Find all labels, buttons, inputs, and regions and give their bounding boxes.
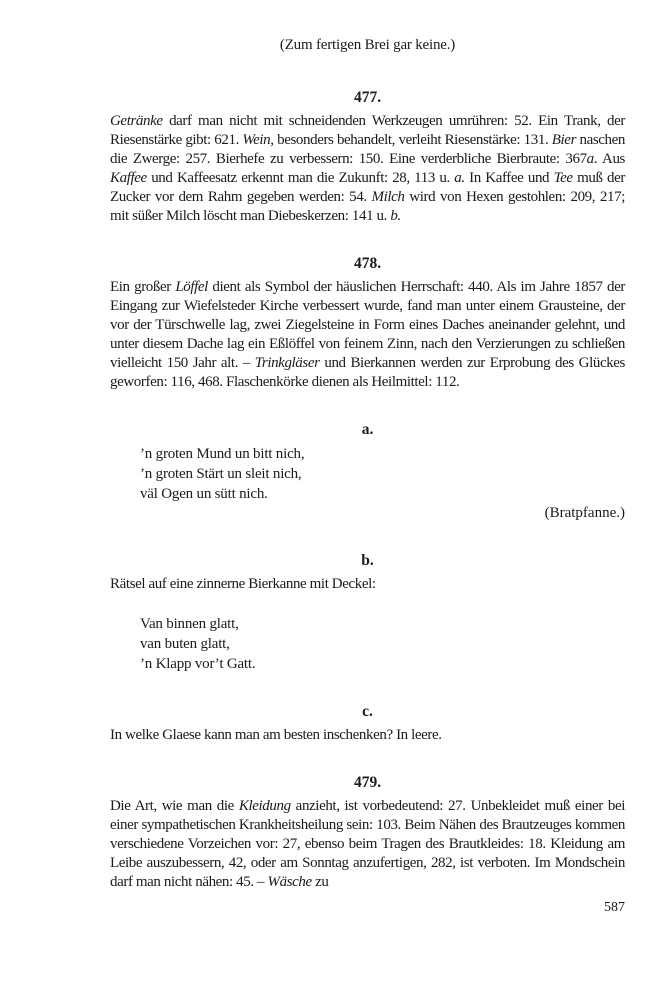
page-number: 587 xyxy=(604,900,625,915)
section-heading-477: 477. xyxy=(353,89,382,106)
section-477-paragraph: Getränke darf man nicht mit schneidenden Werkzeugen umrühren: 52. Ein Trank, der Riesenstärke gibt: 621. Wein, besonders behandelt, verleiht Riesenstärke: 131. Bier naschen die Zwerge: 257. Bierhefe zu verbessern: 150. Eine verderbliche Bierbraute: 367a. Aus Kaffee und Kaffeesatz erkennt man die Zukunft: 28, 113 u. a. In Kaffee und Tee muß der Zucker vor dem Rahm gegeben werden: 54. Milch wird von Hexen gestohlen: 209, 217; mit süßer Milch löscht man Diebeskerzen: 141 u. b. xyxy=(110,113,625,224)
section-c-text: In welke Glaese kann man am besten inschenken? In leere. xyxy=(110,727,442,743)
verse-a-attribution: (Bratpfanne.) xyxy=(544,505,625,521)
section-heading-478: 478. xyxy=(353,255,382,272)
section-heading-a: a. xyxy=(361,421,374,438)
top-caption-line: (Zum fertigen Brei gar keine.) xyxy=(279,37,456,53)
verse-a: ’n groten Mund un bitt nich, ’n groten Stärt un sleit nich, väl Ogen un sütt nich. xyxy=(140,446,305,502)
section-b-intro: Rätsel auf eine zinnerne Bierkanne mit Deckel: xyxy=(110,576,376,592)
section-heading-c: c. xyxy=(362,703,373,720)
section-heading-479: 479. xyxy=(353,774,382,791)
section-heading-b: b. xyxy=(361,552,374,569)
verse-b: Van binnen glatt, van buten glatt, ’n Klapp vor’t Gatt. xyxy=(140,616,256,672)
section-479-paragraph: Die Art, wie man die Kleidung anzieht, ist vorbedeutend: 27. Unbekleidet muß einer bei einer sympathetischen Krankheitsheilung sein: 103. Beim Nähen des Brautzeuges kommen verschiedene Vorzeichen vor: 27, ebenso beim Tragen des Brautkleides: 18. Kleidung am Leibe auszubessern, 42, oder am Sonntag anzufertigen, 282, ist verboten. Im Mondschein darf man nicht nähen: 45. – Wäsche zu xyxy=(110,798,626,890)
section-478-paragraph: Ein großer Löffel dient als Symbol der häuslichen Herrschaft: 440. Als im Jahre 1857 der Eingang zur Wiefelsteder Kirche verbessert wurde, fand man unter einem Grausteine, der vor der Türschwelle lag, zwei Ziegelsteine in Form eines Daches aneinander gelehnt, und unter diesem Dache lag ein Eßlöffel von feinem Zinn, nach den Verzierungen zu schließen vielleicht 150 Jahr alt. – Trinkgläser und Bierkannen werden zur Erprobung des Glückes geworfen: 116, 468. Flaschenkörke dienen als Heilmittel: 112. xyxy=(110,279,626,390)
